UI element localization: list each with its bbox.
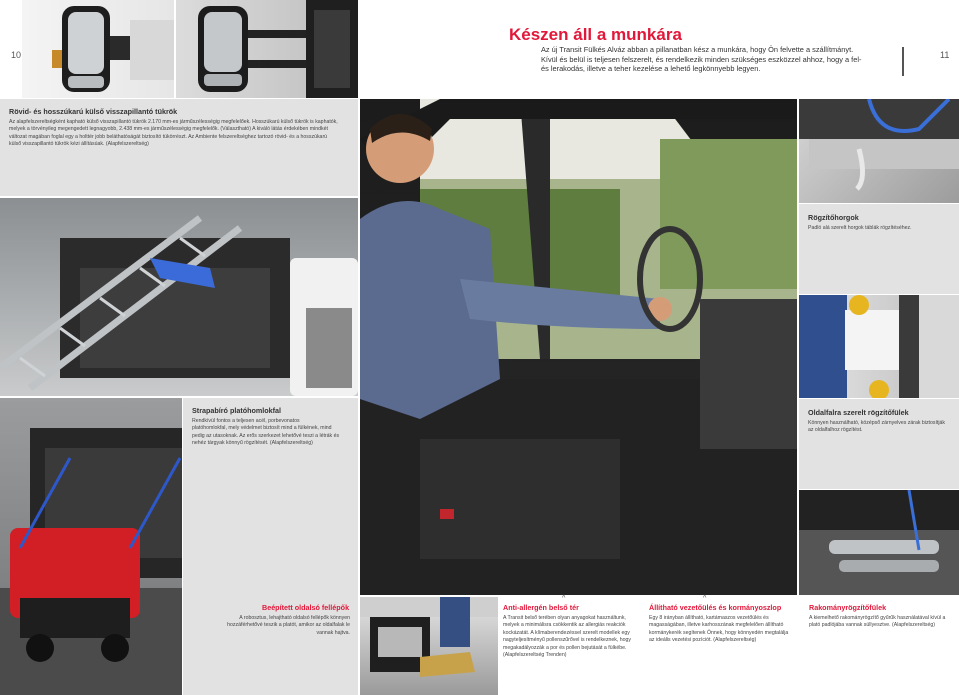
text-line: Az alapfelszereltségként kapható külső visszapillantó tükrök 2.170 mm-es járműszélességig megfelelőek. Hosszúkarú külső tükrök is kaphatók, (9, 119, 338, 125)
text-line: A Transit belső terében olyan anyagokat használtunk, (503, 615, 626, 621)
text-line: Rendkívül fontos a teljesen acél, porbevonatos (192, 418, 300, 424)
text-line: (Alapfelszereltség Trenden) (503, 652, 567, 659)
text-line: A kiemelhető rakományrögzítő gyűrűk használatával kívül a (809, 615, 946, 621)
text-line: pedig az utasoknak. Az erős szerkezet lehetővé teszi a létrák és (192, 432, 340, 439)
text-line: vannak hajtva. (316, 629, 350, 636)
text-line: változat magában foglal egy a holttér jobb beláthatóságát biztosító tükörrészt. Az Ambiente felszereltséghez tartozó rövid- és a hosszúkarú (9, 133, 328, 140)
antiallergy-text (503, 615, 648, 659)
mirror-photo-long (176, 0, 358, 98)
antiallergy-heading: Anti-allergén belső tér (503, 603, 579, 612)
text-line: hozzáférhetővé teszik a platót, amikor az oldalfalak le (227, 622, 350, 629)
text-line: plató padlójába vannak süllyesztve. (Alapfelszereltség) (809, 622, 936, 629)
mirrors-heading: Rövid- és hosszúkarú külső visszapillantó tükrök (9, 107, 178, 116)
ladder-photo (0, 198, 358, 396)
rails-text (808, 420, 956, 435)
text-line: az oldalfalhoz rögzítést. (808, 427, 863, 434)
hooks-photo (799, 99, 959, 203)
page-number-left: 10 (11, 50, 22, 60)
cargo-text (809, 615, 957, 630)
text-line: külső visszapillantó tükrök kézi állításúak. (Alapfelszereltség) (9, 141, 149, 148)
steering-text (649, 615, 797, 645)
intro-line: és lerakodás, illetve a teher kezelése a lehető legkönnyebb legyen. (541, 64, 761, 74)
text-line: Egy 8 irányban állítható, kartámaszos vezetőülés és (649, 615, 769, 621)
caret-marker: ^ (562, 595, 566, 602)
platform-heading: Strapabíró platóhomlokfal (192, 406, 282, 415)
text-line: melyek a minimálisra csökkentik az allergiás reakciók (503, 622, 626, 629)
intro-line: Az új Transit Fülkés Alváz abban a pillanatban kész a munkára, hogy Ön felvette a szállítmányt. (541, 45, 854, 54)
text-line: kormánykerék segítenek Önnek, hogy könnyedén megtalálja (649, 629, 789, 636)
text-line: megakadályozzák a por és pollen bejutását a fülkébe. (503, 644, 627, 651)
text-line: magasságában, illetve karhosszának megfelelően állítható (649, 622, 784, 629)
hooks-text (808, 225, 956, 232)
rails-photo (799, 295, 959, 398)
sidesteps-heading: Beépített oldalsó fellépők (262, 603, 350, 612)
intro-text (541, 45, 901, 74)
text-line: nehéz tárgyak könnyű rögzítését. (Alapfelszereltség) (192, 440, 313, 447)
text-line: A robosztus, lehajtható oldalsó fellépők könnyen (239, 615, 350, 621)
text-line: Könnyen használható, középső zárnyelves zárak biztosítják (808, 420, 945, 426)
text-line: Padló alá szerelt horgok táblák rögzítéséhez. (808, 225, 912, 231)
text-line: kockázatát. A klímaberendezéssel szerelt modellek egy (503, 629, 630, 636)
intro-line: Kívül és belül is teljesen felszerelt, és rendelkezik minden szükséges eszközzel ahhoz, hogy a fel- (541, 54, 862, 64)
text-line: az ideális vezetési pozíciót. (Alapfelszereltség) (649, 637, 757, 644)
page-title: Készen áll a munkára (509, 25, 682, 44)
divider-bar (902, 47, 904, 76)
platform-text (192, 418, 357, 448)
platform-panel (183, 398, 358, 597)
driver-photo (360, 99, 797, 595)
text-line: melyek a törvényileg megengedett legnagyobb, 2.438 mm-es járműszélességig megfelelők. (Választható) A kiváló látás érdekében mindkét (9, 126, 328, 133)
page-number-right: 11 (940, 50, 950, 60)
text-line: platóhomlokfal, mely védelmet biztosít mind a fülkének, mind (192, 425, 332, 432)
rails-heading: Oldalfalra szerelt rögzítőfülek (808, 408, 909, 417)
mirrors-text (9, 119, 354, 149)
hooks-panel (799, 204, 959, 294)
caret-marker: ^ (703, 595, 707, 602)
cargo-photo (799, 490, 959, 595)
hooks-heading: Rögzítőhorgok (808, 213, 859, 222)
rails-panel (799, 399, 959, 489)
generator-photo (0, 398, 182, 695)
cargo-heading: Rakományrögzítőfülek (809, 603, 887, 612)
mirror-photo-short (22, 0, 174, 98)
step-photo (360, 597, 498, 695)
sidesteps-text (190, 615, 350, 637)
mirrors-panel (0, 99, 358, 196)
text-line: nagyteljesítményű pollenszűrővel is rendelkeznek, hogy (503, 637, 632, 644)
steering-heading: Állítható vezetőülés és kormányoszlop (649, 603, 782, 612)
